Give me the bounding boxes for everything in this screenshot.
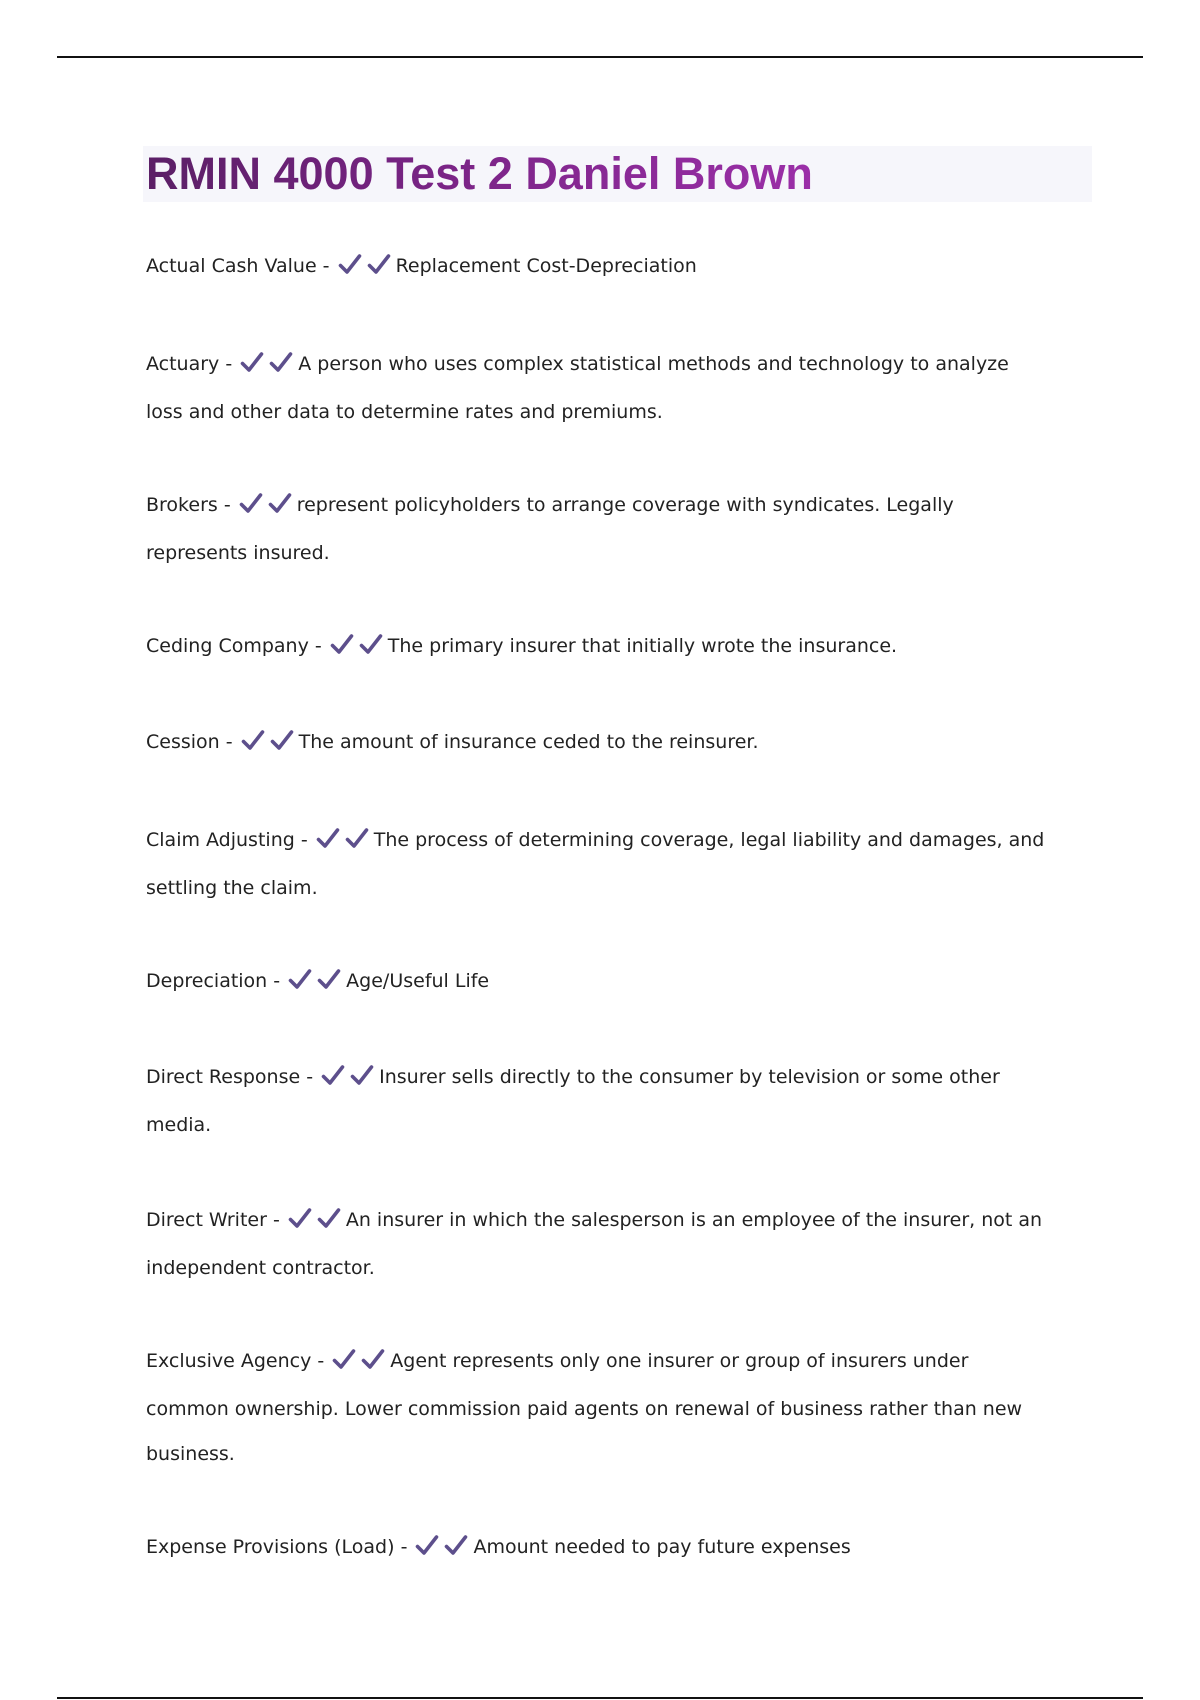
- entry-separator: -: [300, 1066, 320, 1088]
- glossary-list: [146, 244, 1046, 1573]
- check-icon: [317, 1207, 341, 1229]
- entry-definition: Agent represents only one insurer or group of insurers under common ownership. Lower commission paid agents on renewal of business rather than new business.: [146, 1350, 1023, 1465]
- entry-term: Brokers: [146, 494, 218, 516]
- check-marks: [241, 723, 296, 768]
- check-icon: [415, 1534, 439, 1556]
- check-icon: [288, 1207, 312, 1229]
- entry-definition: The amount of insurance ceded to the reinsurer.: [298, 731, 759, 753]
- check-icon: [268, 492, 292, 514]
- entry-separator: -: [217, 494, 237, 516]
- entry-term: Direct Writer: [146, 1209, 267, 1231]
- entry-separator: -: [266, 1209, 286, 1231]
- entry-definition: An insurer in which the salesperson is an employee of the insurer, not an independent contractor.: [146, 1209, 1043, 1279]
- entry-term: Ceding Company: [146, 635, 309, 657]
- check-icon: [269, 351, 293, 373]
- entry-definition: represent policyholders to arrange coverage with syndicates. Legally represents insured.: [146, 494, 954, 564]
- entry-separator: -: [316, 255, 336, 277]
- check-marks: [240, 345, 295, 390]
- entry-term: Expense Provisions (Load): [146, 1536, 395, 1558]
- check-marks: [321, 1058, 376, 1103]
- top-rule: [57, 56, 1143, 58]
- entry-term: Exclusive Agency: [146, 1350, 312, 1372]
- check-marks: [338, 247, 393, 292]
- entry-separator: -: [311, 1350, 331, 1372]
- glossary-entry: [146, 1198, 1046, 1291]
- check-icon: [330, 633, 354, 655]
- check-icon: [332, 1348, 356, 1370]
- check-icon: [361, 1348, 385, 1370]
- check-marks: [332, 1342, 387, 1387]
- glossary-entry: [146, 818, 1046, 911]
- glossary-entry: [146, 244, 1046, 292]
- check-icon: [317, 968, 341, 990]
- entry-definition: A person who uses complex statistical methods and technology to analyze loss and other data to determine rates and premiums.: [146, 353, 1009, 423]
- entry-term: Direct Response: [146, 1066, 301, 1088]
- glossary-entry: [146, 720, 1046, 768]
- check-marks: [288, 1201, 343, 1246]
- entry-term: Depreciation: [146, 970, 268, 992]
- entry-term: Cession: [146, 731, 220, 753]
- glossary-entry: [146, 1339, 1046, 1477]
- document-title: RMIN 4000 Test 2 Daniel Brown: [146, 146, 813, 202]
- entry-separator: -: [219, 731, 239, 753]
- glossary-entry: [146, 624, 1046, 672]
- check-icon: [288, 968, 312, 990]
- entry-definition: Amount needed to pay future expenses: [473, 1536, 851, 1558]
- check-icon: [321, 1064, 345, 1086]
- check-icon: [359, 633, 383, 655]
- check-icon: [338, 253, 362, 275]
- check-marks: [288, 962, 343, 1007]
- check-icon: [241, 729, 265, 751]
- check-icon: [239, 492, 263, 514]
- check-icon: [240, 351, 264, 373]
- entry-separator: -: [267, 970, 287, 992]
- check-icon: [345, 827, 369, 849]
- entry-definition: Age/Useful Life: [346, 970, 490, 992]
- check-icon: [350, 1064, 374, 1086]
- check-marks: [239, 486, 294, 531]
- check-marks: [330, 627, 385, 672]
- entry-definition: The process of determining coverage, legal liability and damages, and settling the claim.: [146, 829, 1045, 899]
- entry-definition: Replacement Cost-Depreciation: [395, 255, 697, 277]
- entry-definition: The primary insurer that initially wrote the insurance.: [387, 635, 898, 657]
- entry-term: Actuary: [146, 353, 220, 375]
- entry-separator: -: [394, 1536, 414, 1558]
- glossary-entry: [146, 1055, 1046, 1148]
- check-icon: [367, 253, 391, 275]
- check-icon: [270, 729, 294, 751]
- entry-definition: Insurer sells directly to the consumer by television or some other media.: [146, 1066, 1000, 1136]
- check-icon: [444, 1534, 468, 1556]
- entry-term: Claim Adjusting: [146, 829, 295, 851]
- entry-term: Actual Cash Value: [146, 255, 317, 277]
- check-marks: [316, 821, 371, 866]
- glossary-entry: [146, 959, 1046, 1007]
- glossary-entry: [146, 342, 1046, 435]
- glossary-entry: [146, 1525, 1046, 1573]
- bottom-rule: [57, 1697, 1143, 1699]
- entry-separator: -: [308, 635, 328, 657]
- entry-separator: -: [219, 353, 239, 375]
- check-marks: [415, 1528, 470, 1573]
- glossary-entry: [146, 483, 1046, 576]
- check-icon: [316, 827, 340, 849]
- entry-separator: -: [294, 829, 314, 851]
